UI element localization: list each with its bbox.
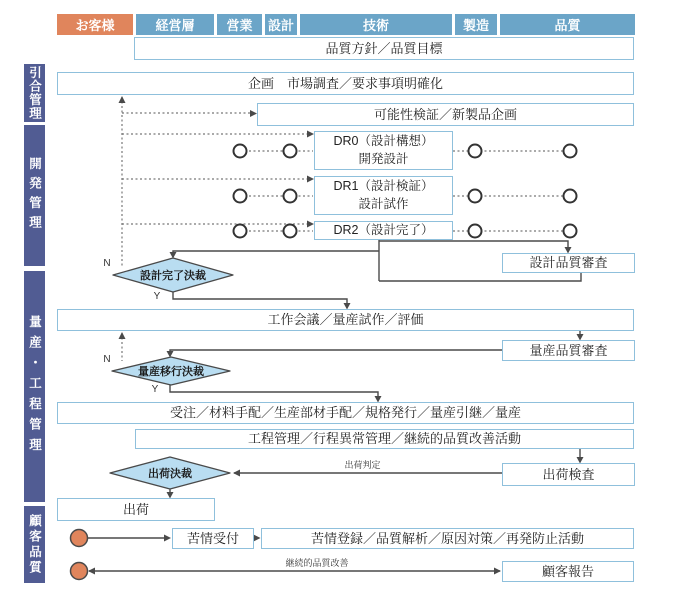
dr0-gate-circle-2	[284, 145, 297, 158]
shipping-decision-label: 出荷決裁	[148, 468, 192, 480]
customer-report-circle	[71, 563, 88, 580]
phase-mass-production-process-management: 量産・工程管理	[24, 271, 45, 502]
dr2-to-design-review	[379, 241, 568, 252]
arrow-into-dr1	[307, 176, 314, 183]
shipping-judgement-label: 出荷判定	[344, 460, 381, 470]
box-dr2: DR2（設計完了）	[314, 221, 453, 240]
dr1-gate-circle-2	[284, 190, 297, 203]
mass-decision-no-label: N	[103, 354, 111, 365]
lane-quality: 品質	[500, 14, 635, 35]
dr2-gate-circle-4	[564, 225, 577, 238]
box-dr1	[314, 176, 453, 215]
dr2-gate-circle-3	[469, 225, 482, 238]
mass-transition-decision-label: 量産移行決裁	[138, 366, 204, 378]
phase-customer-quality: 顧客品質	[24, 506, 45, 583]
box-order: 受注／材料手配／生産部材手配／規格発行／量産引継／量産	[57, 402, 634, 424]
arrow-into-customer-report	[494, 568, 501, 575]
box-complaint-registration: 苦情登録／品質解析／原因対策／再発防止活動	[261, 528, 634, 549]
mass-review-to-decision	[170, 350, 502, 356]
dr2-to-design-decision	[173, 251, 379, 257]
continuous-improvement-label: 継続的品質改善	[285, 558, 349, 568]
customer-complaint-circle	[71, 530, 88, 547]
lane-engineering: 技術	[300, 14, 452, 35]
box-quality-policy: 品質方針／品質目標	[134, 37, 634, 60]
dr1-gate-circle-4	[564, 190, 577, 203]
lane-design: 設計	[265, 14, 297, 35]
arrow-into-mass-decision	[167, 351, 174, 358]
customer-contact-circles	[71, 530, 88, 580]
arrow-up-into-planning	[119, 96, 126, 103]
lane-manufacturing: 製造	[455, 14, 497, 35]
design-complete-decision-label: 設計完了決裁	[140, 270, 206, 282]
lane-customer: お客様	[57, 14, 133, 35]
arrow-into-customer-circle	[88, 568, 95, 575]
box-planning: 企画 市場調査／要求事項明確化	[57, 72, 634, 95]
mass-decision-yes-label: Y	[151, 384, 159, 395]
arrow-into-ship-decision	[233, 470, 240, 477]
box-dr0	[314, 131, 453, 170]
box-complaint-reception: 苦情受付	[172, 528, 254, 549]
arrow-into-feasibility	[250, 110, 257, 117]
box-work-meeting: 工作会議／量産試作／評価	[57, 309, 634, 331]
lane-management: 経営層	[136, 14, 214, 35]
arrow-into-dr0	[307, 131, 314, 138]
arrow-up-into-meeting	[119, 332, 126, 339]
box-shipping: 出荷	[57, 498, 215, 521]
arrow-into-complaint-reception	[164, 535, 171, 542]
box-dr0-line2: 開発設計	[358, 151, 409, 166]
design-decision-yes-label: Y	[153, 291, 161, 302]
lane-sales: 営業	[217, 14, 262, 35]
dr1-gate-circle-3	[469, 190, 482, 203]
box-feasibility: 可能性検証／新製品企画	[257, 103, 634, 126]
box-customer-report: 顧客報告	[502, 561, 634, 582]
dr2-gate-circle-2	[284, 225, 297, 238]
arrow-into-complaint-registration	[254, 535, 261, 542]
mass-decision-yes-path	[170, 385, 378, 401]
box-design-quality-review: 設計品質審査	[502, 253, 635, 273]
dr0-gate-circle-3	[469, 145, 482, 158]
box-dr1-line1: DR1（設計検証）	[333, 179, 434, 193]
dr0-gate-circle-1	[234, 145, 247, 158]
design-review-return	[379, 273, 581, 281]
design-decision-no-label: N	[103, 258, 111, 269]
dr2-gate-circle-1	[234, 225, 247, 238]
dr1-gate-circle-1	[234, 190, 247, 203]
box-shipping-inspection: 出荷検査	[502, 463, 635, 486]
box-process-control: 工程管理／行程異常管理／継続的品質改善活動	[135, 429, 634, 449]
dr0-gate-circle-4	[564, 145, 577, 158]
phase-inquiry-management: 引合管理	[24, 64, 45, 122]
box-dr1-line2: 設計試作	[358, 196, 409, 211]
design-decision-yes-path	[173, 292, 347, 308]
box-dr0-line1: DR0（設計構想）	[333, 134, 434, 148]
box-mass-quality-review: 量産品質審査	[502, 340, 635, 361]
phase-development-management: 開発管理	[24, 125, 45, 266]
arrow-into-dr2	[307, 221, 314, 228]
